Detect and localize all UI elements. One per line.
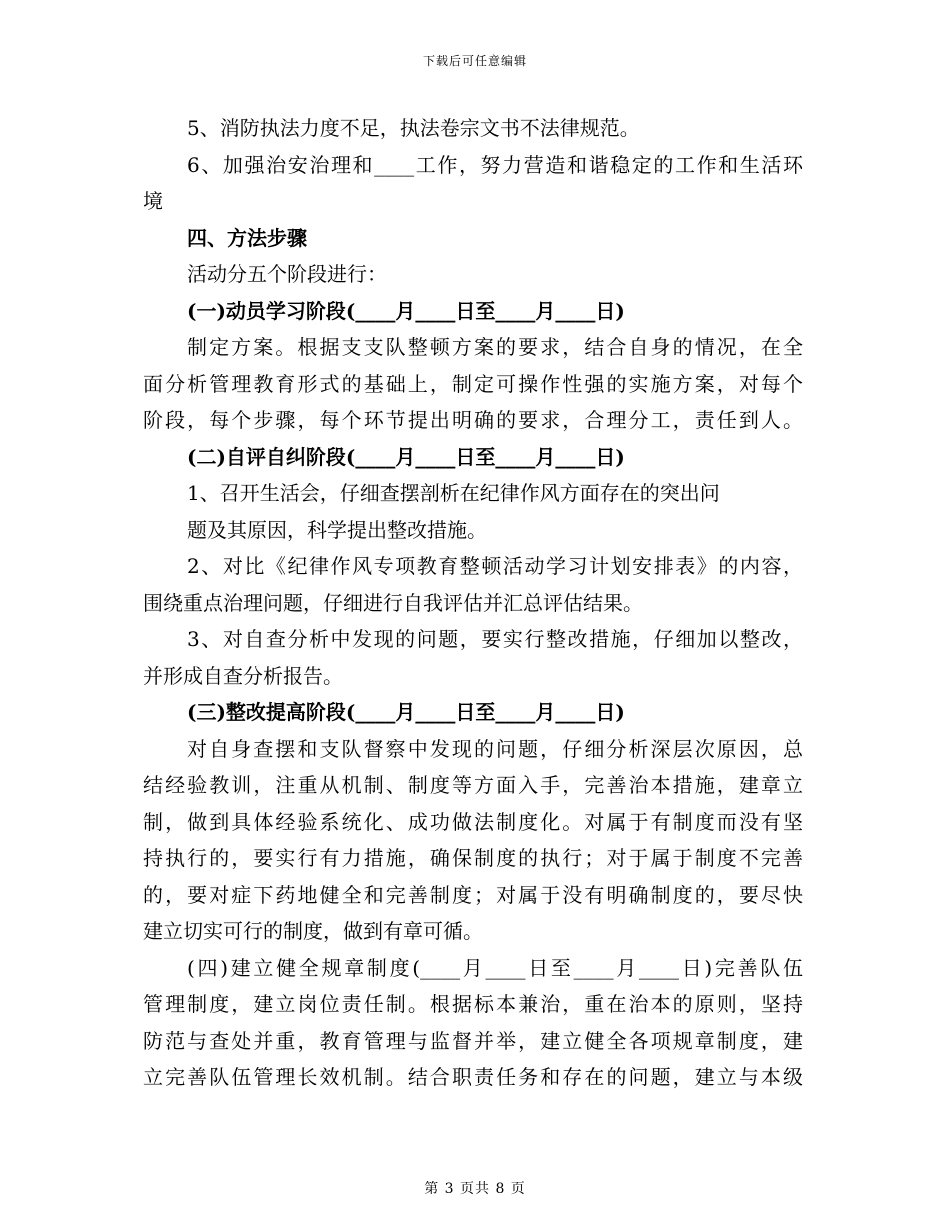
document-body xyxy=(143,110,803,1096)
paragraph-line: 阶段，每个步骤，每个环节提出明确的要求，合理分工，责任到人。 xyxy=(143,408,803,432)
section-heading-methods: 四、方法步骤 xyxy=(187,225,307,250)
paragraph-line: 建立切实可行的制度，做到有章可循。 xyxy=(143,919,483,943)
paragraph-line: 立完善队伍管理长效机制。结合职责任务和存在的问题，建立与本级 xyxy=(143,1065,803,1089)
list-item-5: 5、消防执法力度不足，执法卷宗文书不法律规范。 xyxy=(187,116,640,140)
paragraph-line: 制，做到具体经验系统化、成功做法制度化。对属于有制度而没有坚 xyxy=(143,809,803,834)
list-item-6-continuation: 境 xyxy=(143,189,163,213)
stage-heading-1: (一)动员学习阶段(____月____日至____月____日) xyxy=(187,298,625,323)
paragraph-line: 2、对比《纪律作风专项教育整顿活动学习计划安排表》的内容， xyxy=(187,554,803,578)
paragraph-line: 1、召开生活会，仔细查摆剖析在纪律作风方面存在的突出问 xyxy=(187,481,720,505)
paragraph-line: 题及其原因，科学提出整改措施。 xyxy=(187,517,487,542)
stage-heading-3: (三)整改提高阶段(____月____日至____月____日) xyxy=(187,700,625,724)
stage-heading-2: (二)自评自纠阶段(____月____日至____月____日) xyxy=(187,444,625,469)
paragraph-line: 3、对自查分析中发现的问题，要实行整改措施，仔细加以整改， xyxy=(187,627,803,651)
paragraph-line: 结经验教训，注重从机制、制度等方面入手，完善治本措施，建章立 xyxy=(143,773,803,797)
page-number: 第 3 页共 8 页 xyxy=(424,1181,526,1197)
paragraph-line: 制定方案。根据支支队整顿方案的要求，结合自身的情况，在全 xyxy=(187,335,803,359)
paragraph-line: 的，要对症下药地健全和完善制度；对属于没有明确制度的，要尽快 xyxy=(143,882,803,907)
paragraph-intro: 活动分五个阶段进行： xyxy=(187,262,387,286)
paragraph-line: 防范与查处并重，教育管理与监督并举，建立健全各项规章制度，建 xyxy=(143,1028,803,1053)
paragraph-line: 持执行的，要实行有力措施，确保制度的执行；对于属于制度不完善 xyxy=(143,846,803,870)
page-header: 下载后可任意编辑 xyxy=(422,54,527,68)
list-item-6: 6、加强治安治理和____工作，努力营造和谐稳定的工作和生活环 xyxy=(187,152,803,177)
stage-heading-4: (四)建立健全规章制度(____月____日至____月____日)完善队伍 xyxy=(187,955,803,980)
paragraph-line: 管理制度，建立岗位责任制。根据标本兼治，重在治本的原则，坚持 xyxy=(143,992,803,1016)
paragraph-line: 对自身查摆和支队督察中发现的问题，仔细分析深层次原因，总 xyxy=(187,736,803,761)
paragraph-line: 围绕重点治理问题，仔细进行自我评估并汇总评估结果。 xyxy=(143,590,643,615)
paragraph-line: 面分析管理教育形式的基础上，制定可操作性强的实施方案，对每个 xyxy=(143,371,803,396)
paragraph-line: 并形成自查分析报告。 xyxy=(143,663,343,688)
